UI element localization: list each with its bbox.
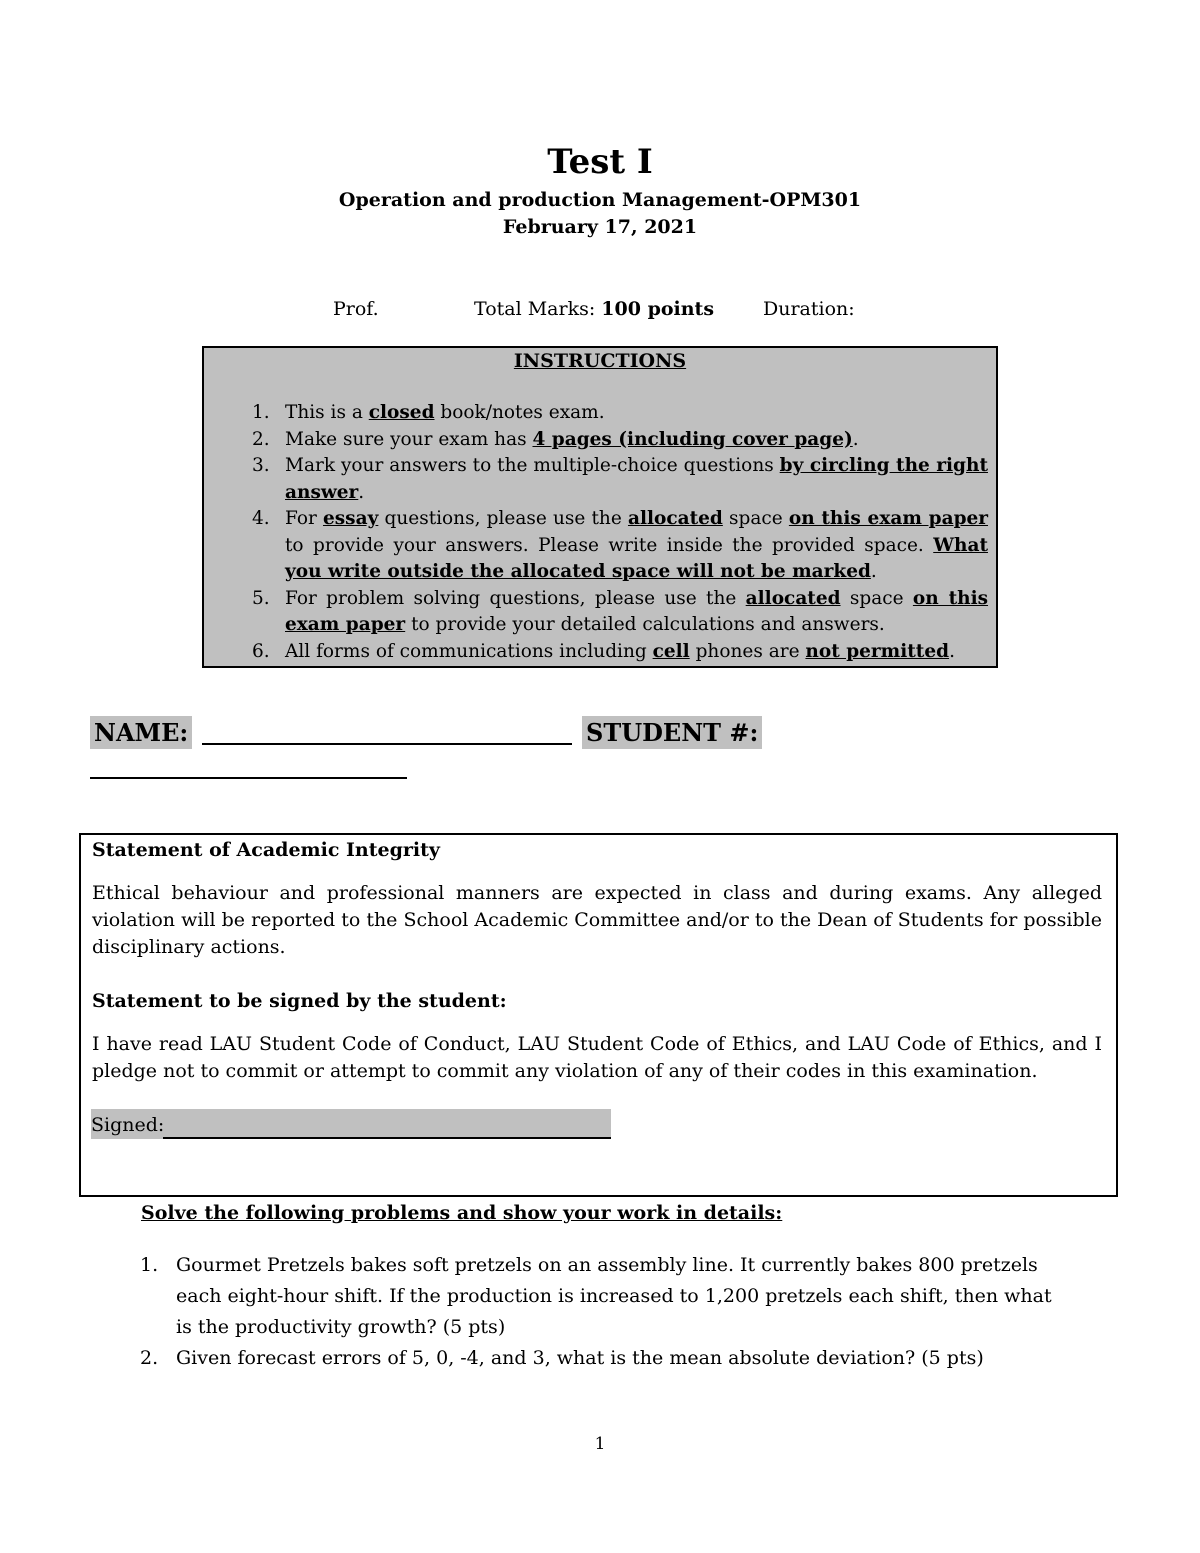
- instruction-emphasis: on this exam paper: [285, 587, 989, 635]
- instruction-text: space: [722, 508, 789, 529]
- instruction-text: space: [840, 587, 913, 609]
- instruction-item: [244, 639, 988, 666]
- instruction-text: Make sure your exam has: [285, 428, 533, 450]
- instruction-text: Mark your answers to the multiple-choice questions: [285, 455, 780, 476]
- instruction-text: For: [285, 508, 323, 529]
- problem-item: [140, 1250, 1070, 1343]
- test-title: Test I: [547, 142, 653, 182]
- signature-field[interactable]: [163, 1137, 611, 1139]
- total-marks: [474, 298, 714, 320]
- instruction-text: phones are: [689, 640, 806, 662]
- total-marks-value: 100 points: [601, 298, 715, 320]
- instruction-text: questions, please use the: [378, 508, 628, 529]
- instruction-text: .: [870, 561, 877, 582]
- problem-text: Gourmet Pretzels bakes soft pretzels on an assembly line. It currently bakes 800 pretzels each eight-hour shift. If the production is increased to 1,200 pretzels each shift, then what is the productivity growth? (5 pts): [176, 1254, 1052, 1338]
- instructions-title: INSTRUCTIONS: [513, 350, 687, 372]
- instruction-item: [244, 506, 988, 586]
- list-number: 1.: [140, 1254, 159, 1276]
- instruction-item: [244, 400, 988, 427]
- instruction-item: [244, 453, 988, 506]
- section-heading: Solve the following problems and show your work in details:: [141, 1202, 783, 1224]
- course-name: Operation and production Management-OPM301: [338, 189, 862, 211]
- list-number: 2.: [252, 428, 270, 450]
- instruction-text: to provide your detailed calculations and answers.: [405, 614, 885, 635]
- prof-label: Prof.: [333, 298, 379, 320]
- instruction-text: .: [949, 640, 955, 662]
- instruction-emphasis: on this exam paper: [788, 508, 989, 529]
- instruction-emphasis: by circling the right answer: [285, 455, 988, 503]
- problems-list: [140, 1250, 1070, 1374]
- instruction-text: For problem solving questions, please use the: [285, 587, 746, 609]
- integrity-text: Ethical behaviour and professional manners are expected in class and during exams. Any alleged violation will be reported to the School Academic Committee and/or to the Dean of Students for possible disciplinary actions.: [92, 882, 1102, 958]
- student-number-field[interactable]: [90, 777, 407, 779]
- instruction-item: [244, 427, 988, 454]
- exam-date: February 17, 2021: [502, 216, 698, 238]
- list-number: 6.: [252, 640, 270, 662]
- list-number: 4.: [252, 508, 270, 529]
- pledge-text: I have read LAU Student Code of Conduct, LAU Student Code of Ethics, and LAU Code of Ethics, and I pledge not to commit or attempt to commit any violation of any of their codes in this examination.: [92, 1033, 1102, 1082]
- academic-integrity-box: [79, 833, 1118, 1197]
- instruction-item: [244, 586, 988, 639]
- total-marks-label: Total Marks:: [474, 298, 602, 320]
- page-number: 1: [594, 1434, 606, 1454]
- signature-heading: Statement to be signed by the student:: [92, 990, 507, 1012]
- instruction-text: .: [358, 481, 365, 503]
- instruction-emphasis: closed: [368, 402, 435, 423]
- student-number-label: STUDENT #:: [582, 716, 762, 749]
- instruction-text: .: [852, 428, 859, 450]
- instruction-emphasis: 4 pages (including cover page): [532, 428, 853, 450]
- list-number: 2.: [140, 1347, 159, 1369]
- problem-text: Given forecast errors of 5, 0, -4, and 3, what is the mean absolute deviation? (5 pts): [176, 1347, 984, 1369]
- instruction-emphasis: cell: [652, 640, 690, 662]
- integrity-heading: Statement of Academic Integrity: [92, 839, 440, 861]
- name-label: NAME:: [90, 716, 192, 749]
- duration-label: Duration:: [763, 298, 855, 320]
- instruction-text: This is a: [285, 402, 369, 423]
- problem-item: [140, 1343, 1070, 1374]
- signed-label: [91, 1109, 611, 1139]
- name-field[interactable]: [202, 743, 572, 745]
- list-number: 5.: [252, 587, 270, 609]
- instruction-emphasis: What you write outside the allocated space will not be marked: [285, 534, 988, 582]
- instruction-text: book/notes exam.: [434, 402, 605, 423]
- instruction-text: All forms of communications including: [285, 640, 653, 662]
- list-number: 3.: [252, 455, 270, 476]
- signed-text: Signed:: [91, 1114, 165, 1136]
- instruction-emphasis: allocated: [627, 508, 723, 529]
- list-number: 1.: [252, 402, 270, 423]
- instructions-list: [244, 400, 988, 665]
- instructions-box: [202, 346, 998, 668]
- instruction-text: to provide your answers. Please write inside the provided space.: [285, 534, 934, 556]
- instruction-emphasis: essay: [322, 508, 379, 529]
- instruction-emphasis: allocated: [745, 587, 841, 609]
- instruction-emphasis: not permitted: [805, 640, 950, 662]
